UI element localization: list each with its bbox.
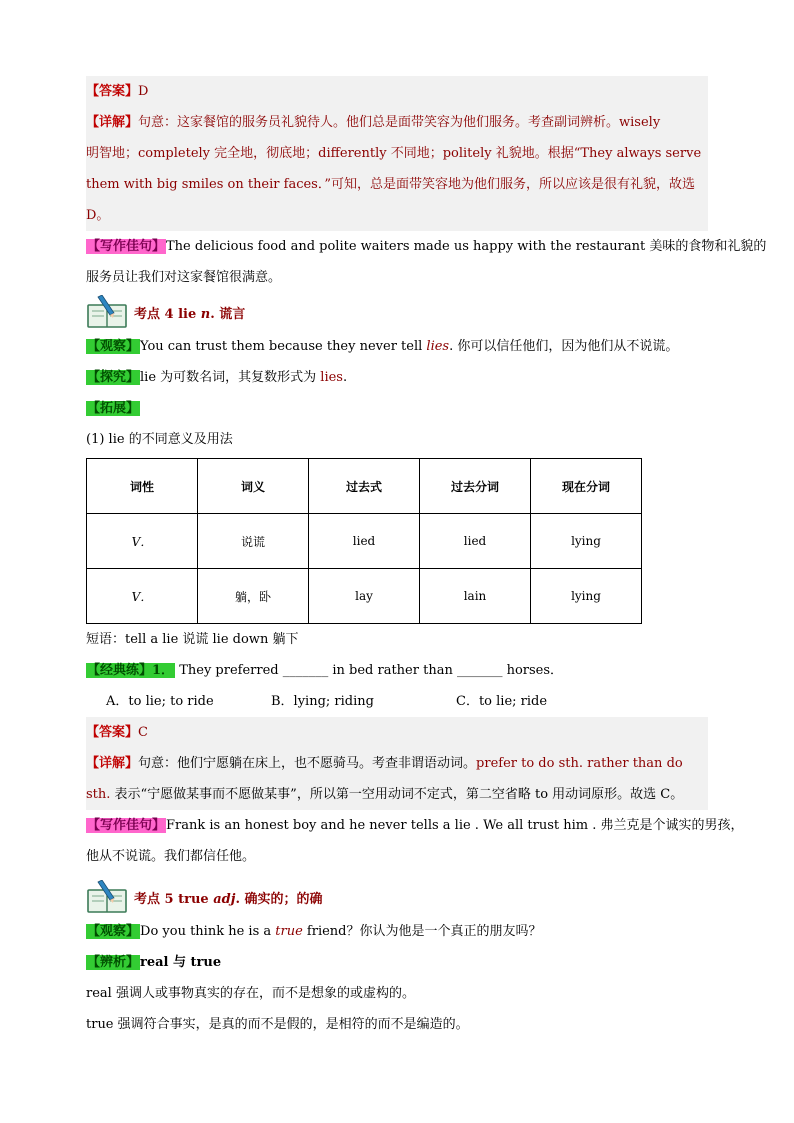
explanation-2	[86, 748, 708, 810]
explanation-text: D。	[86, 208, 110, 223]
writing-label: 【写作佳句】	[87, 818, 166, 833]
true-definition: true 强调符合事实，是真的而不是假的，是相符的而不是编造的。	[86, 1017, 469, 1032]
expand-4	[86, 393, 708, 424]
explanation-label: 【详解】	[86, 756, 139, 771]
explanation-text: sth.	[86, 787, 111, 802]
analyze-label: 【辨析】	[87, 955, 140, 970]
page-content	[86, 76, 767, 1040]
writing-text: 他从不说谎。我们都信任他。	[86, 849, 256, 864]
highlighted-word: lies	[426, 339, 450, 354]
table-cell: lied	[420, 514, 531, 569]
real-definition: real 强调人或事物真实的存在，而不是想象的或虚构的。	[86, 986, 415, 1001]
point-5-title: 考点 5 true adj. 确实的；的确	[134, 891, 323, 907]
observe-5: 【观察】Do you think he is a true friend？你认为他是一个真正的朋友吗？	[87, 924, 542, 939]
table-cell: lied	[309, 514, 420, 569]
highlighted-word: true	[275, 924, 303, 939]
explanation-text: 明智地；completely 完全地，彻底地；differently 不同地；politely 礼貌地。根据“They always serve	[86, 146, 702, 161]
notebook-pencil-icon	[86, 880, 128, 914]
writing-text: The delicious food and polite waiters made us happy with the restaurant 美味的食物和礼貌的	[166, 239, 767, 254]
analyze-5	[86, 947, 708, 978]
table-header: 过去式	[309, 459, 420, 514]
exercise-label: 【经典练】1．	[87, 663, 175, 678]
exercise-question	[86, 655, 708, 686]
option-b: B．lying; riding	[271, 694, 374, 709]
phrase-line: 短语：tell a lie 说谎 lie down 躺下	[86, 632, 299, 647]
table-row	[87, 569, 642, 624]
explanation-text: 句意：这家餐馆的服务员礼貌待人。他们总是面带笑容为他们服务。考查副词辨析。wisely	[138, 115, 661, 130]
point-4-heading	[86, 293, 708, 331]
table-cell: 躺，卧	[198, 569, 309, 624]
explanation-text: them with big smiles on their faces．”可知，总是面带笑容地为他们服务，所以应该是很有礼貌，故选	[86, 177, 695, 192]
observe-label: 【观察】	[87, 339, 140, 354]
explanation-text: 句意：他们宁愿躺在床上，也不愿骑马。考查非谓语动词。	[138, 756, 477, 771]
point-4-title: 考点 4 lie n. 谎言	[134, 306, 246, 322]
explanation-1	[86, 107, 708, 231]
table-header: 过去分词	[420, 459, 531, 514]
table-cell: lay	[309, 569, 420, 624]
table-cell: lying	[531, 514, 642, 569]
option-a: A．to lie; to ride	[106, 694, 214, 709]
explanation-label: 【详解】	[86, 115, 139, 130]
analyze-title: real 与 true	[140, 955, 222, 970]
answer-value: C	[138, 725, 148, 740]
table-row	[87, 514, 642, 569]
notebook-pencil-icon	[86, 295, 128, 329]
highlighted-word: lies	[320, 370, 343, 385]
answer-2	[86, 717, 708, 748]
table-cell: V．	[87, 514, 198, 569]
question-text: They preferred _______ in bed rather than _______ horses．	[179, 663, 564, 678]
answer-label: 【答案】	[86, 725, 139, 740]
option-c: C．to lie; ride	[456, 694, 548, 709]
expand-label: 【拓展】	[87, 401, 140, 416]
table-cell: V．	[87, 569, 198, 624]
writing-sentence-2	[86, 810, 744, 841]
answer-label: 【答案】	[86, 84, 139, 99]
table-header-row	[87, 459, 642, 514]
writing-sentence-1	[86, 231, 767, 262]
answer-value: D	[138, 84, 149, 99]
table-header: 词性	[87, 459, 198, 514]
writing-text: Frank is an honest boy and he never tells a lie . We all trust him . 弗兰克是个诚实的男孩，	[166, 818, 744, 833]
point-5-heading	[86, 878, 708, 916]
exercise-options	[86, 686, 708, 717]
table-cell: lain	[420, 569, 531, 624]
table-title: (1) lie 的不同意义及用法	[86, 432, 233, 447]
table-cell: lying	[531, 569, 642, 624]
lie-usage-table	[86, 458, 642, 624]
explanation-text: prefer to do sth. rather than do	[476, 756, 683, 771]
explore-label: 【探究】	[87, 370, 140, 385]
writing-text: 服务员让我们对这家餐馆很满意。	[86, 270, 282, 285]
explore-4: 【探究】lie 为可数名词，其复数形式为 lies.	[87, 370, 348, 385]
answer-1	[86, 76, 708, 107]
writing-label: 【写作佳句】	[87, 239, 166, 254]
table-cell: 说谎	[198, 514, 309, 569]
observe-label: 【观察】	[87, 924, 140, 939]
table-header: 现在分词	[531, 459, 642, 514]
observe-4: 【观察】You can trust them because they never tell lies. 你可以信任他们，因为他们从不说谎。	[87, 339, 679, 354]
explanation-text: 表示“宁愿做某事而不愿做某事”，所以第一空用动词不定式，第二空省略 to 用动词原形。故选 C。	[110, 787, 684, 802]
table-header: 词义	[198, 459, 309, 514]
